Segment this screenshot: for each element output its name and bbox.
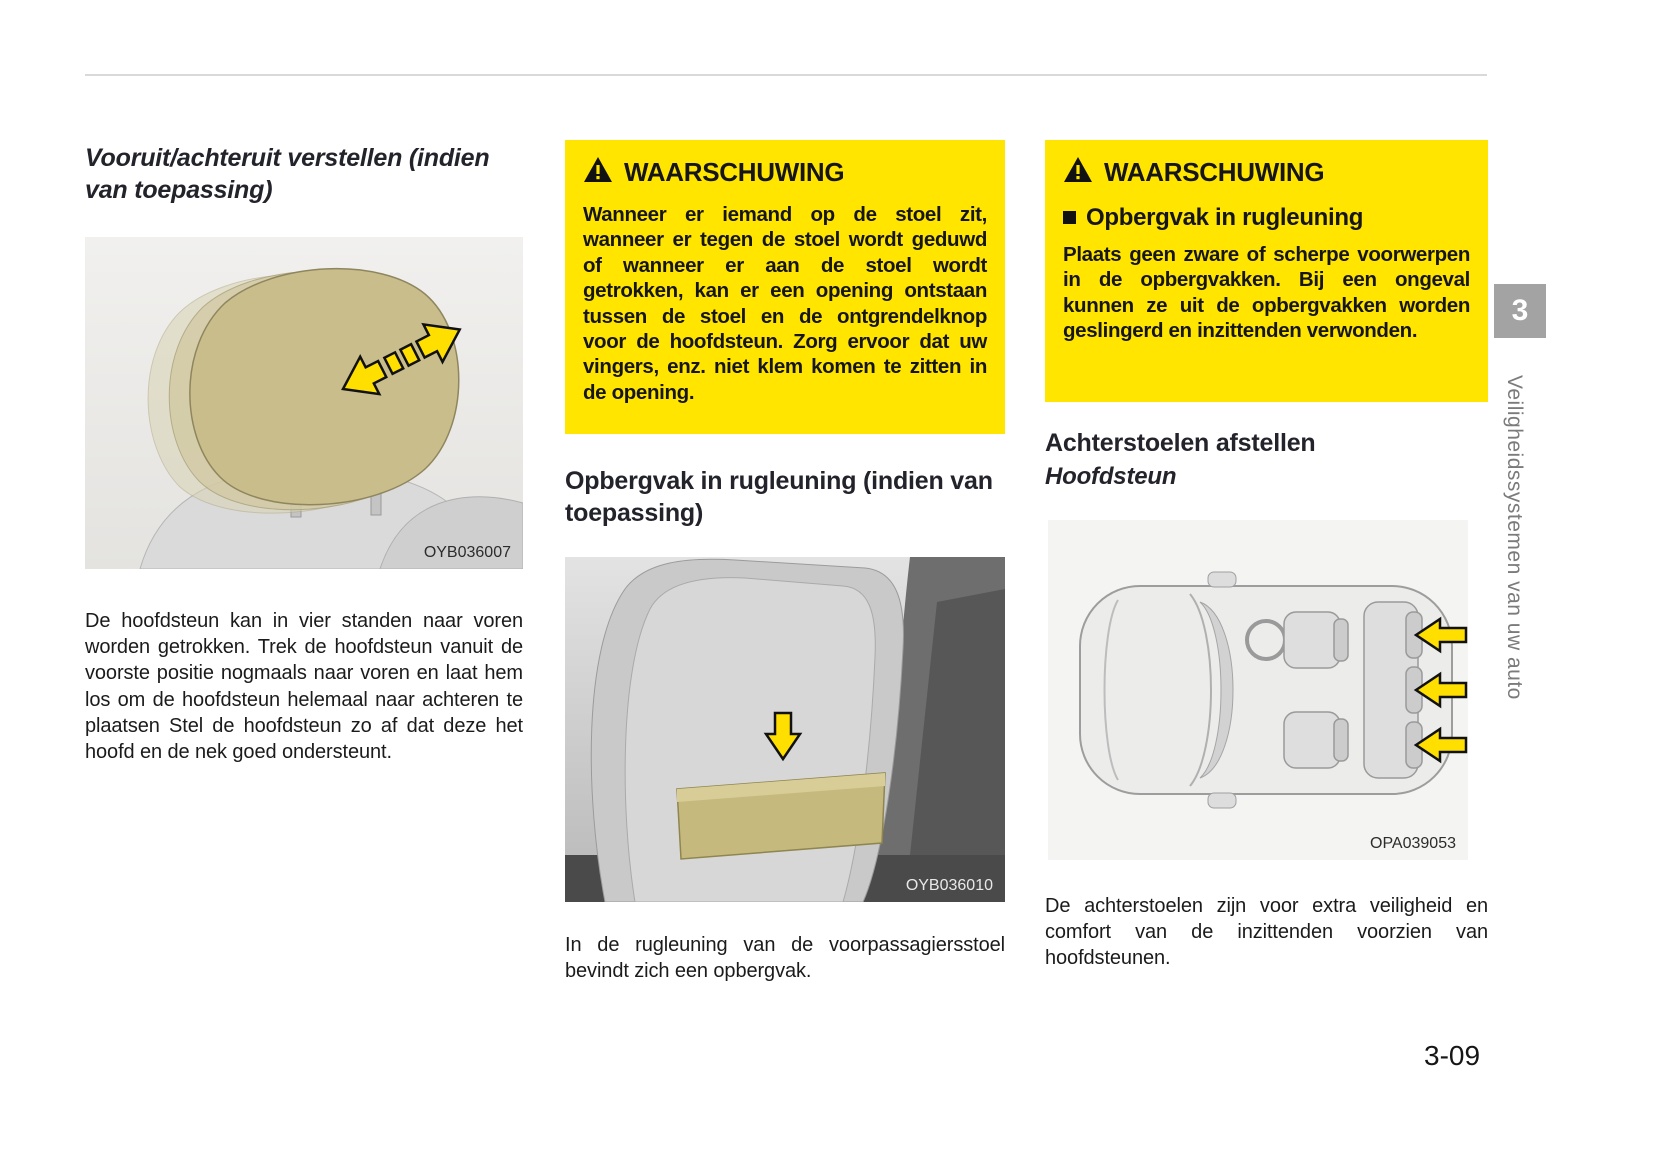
warning-box-headrest — [565, 140, 1005, 434]
warning-triangle-icon — [1063, 156, 1093, 188]
figure-code: OYB036010 — [905, 877, 993, 894]
car-topview-illustration — [1048, 520, 1468, 860]
top-divider — [85, 74, 1487, 76]
section-heading-headrest-adjust: Vooruit/achteruit verstellen (indien van toepassing) — [85, 144, 490, 204]
subheading-headrest: Hoofdsteun — [1045, 463, 1177, 490]
headrest-illustration — [85, 237, 523, 569]
body-text-rear-seats: De achterstoelen zijn voor extra veiligheid en comfort van de inzittenden voorzien van hoofdsteunen. — [1045, 895, 1488, 970]
figure-headrest-adjustment — [85, 237, 523, 569]
page-number: 3-09 — [1424, 1040, 1481, 1071]
warning-title: WAARSCHUWING — [624, 156, 845, 187]
sidebar-vertical-title: Veiligheidssystemen van uw auto — [1503, 375, 1526, 700]
seatback-pocket-illustration — [565, 557, 1005, 902]
figure-seatback-pocket — [565, 557, 1005, 902]
section-heading-rear-seats: Achterstoelen afstellen — [1045, 429, 1316, 457]
warning-title: WAARSCHUWING — [1104, 156, 1325, 187]
section-heading-storage-pocket: Opbergvak in rugleuning (indien van toepassing) — [565, 467, 993, 527]
body-text-headrest-adjust: De hoofdsteun kan in vier standen naar voren worden getrokken. Trek de hoofdsteun vanuit de voorste positie nogmaals naar voren en laat hem los om de hoofdsteun helemaal naar achteren te plaatsen Stel de hoofdsteun zo af dat deze het hoofd en de nek goed ondersteunt. — [85, 610, 523, 763]
body-text-storage-pocket: In de rugleuning van de voorpassagiersstoel bevindt zich een opbergvak. — [565, 934, 1005, 983]
figure-code: OPA039053 — [1370, 835, 1456, 852]
warning-body-text: Plaats geen zware of scherpe voorwerpen in de opbergvakken. Bij een ongeval kunnen ze uit de opbergvakken worden geslingerd en inzittenden verwonden. — [1063, 243, 1470, 343]
warning-subheading: Opbergvak in rugleuning — [1086, 204, 1364, 231]
left-arrow-icons — [1416, 619, 1466, 761]
warning-body-text: Wanneer er iemand op de stoel zit, wanneer er tegen de stoel wordt geduwd of wanneer er aan de stoel wordt getrokken, kan er een opening ontstaan tussen de stoel en de ontgrendelknop voor de hoofdsteun. Zorg ervoor dat uw vingers, enz. niet klem komen te zitten in de opening. — [583, 203, 987, 404]
figure-code: OYB036007 — [423, 544, 511, 561]
square-bullet-icon — [1063, 211, 1076, 224]
figure-car-topview — [1048, 520, 1468, 860]
chapter-tab: 3 — [1494, 284, 1546, 338]
warning-triangle-icon — [583, 156, 613, 188]
warning-box-storage — [1045, 140, 1488, 402]
